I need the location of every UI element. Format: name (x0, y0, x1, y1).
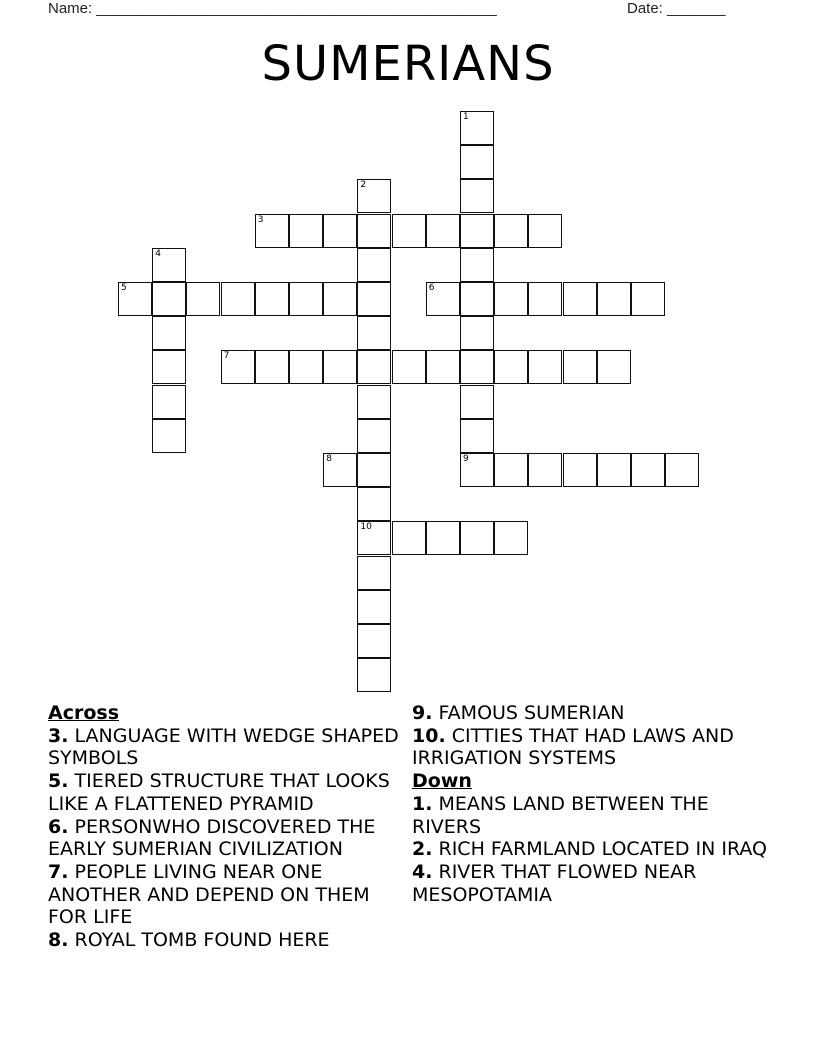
clue-number: 2. (412, 838, 433, 861)
clue-down-1 (412, 793, 772, 838)
grid-cell[interactable] (289, 282, 323, 316)
grid-cell[interactable] (323, 282, 357, 316)
grid-cell[interactable] (460, 419, 494, 453)
grid-cell[interactable] (357, 385, 391, 419)
across-heading: Across (48, 702, 120, 724)
grid-cell[interactable] (563, 350, 597, 384)
clue-across-10 (412, 725, 772, 770)
clue-text: LANGUAGE WITH WEDGE SHAPED SYMBOLS (48, 724, 399, 770)
clue-number: 7. (48, 860, 69, 883)
grid-cell[interactable] (357, 179, 391, 213)
grid-cell[interactable] (152, 248, 186, 282)
grid-cell[interactable] (597, 350, 631, 384)
grid-cell[interactable] (460, 316, 494, 350)
clue-number: 10. (412, 724, 446, 747)
cell-number: 7 (223, 351, 230, 362)
clue-text: ROYAL TOMB FOUND HERE (68, 929, 330, 952)
clue-text: CITTIES THAT HAD LAWS AND IRRIGATION SYSTEMS (412, 724, 734, 770)
grid-cell[interactable] (357, 316, 391, 350)
clue-number: 4. (412, 860, 433, 883)
grid-cell[interactable] (426, 350, 460, 384)
grid-cell[interactable] (357, 282, 391, 316)
clue-text: PERSONWHO DISCOVERED THE EARLY SUMERIAN CIVILIZATION (48, 815, 376, 861)
clues-left-column (48, 702, 408, 952)
grid-cell[interactable] (460, 145, 494, 179)
clue-text: TIERED STRUCTURE THAT LOOKS LIKE A FLATTENED PYRAMID (48, 770, 390, 815)
grid-cell[interactable] (460, 282, 494, 316)
clue-across-3 (48, 725, 408, 770)
cell-number: 8 (326, 454, 332, 464)
grid-cell[interactable] (357, 521, 391, 555)
grid-cell[interactable] (494, 282, 528, 316)
grid-cell[interactable] (460, 111, 494, 145)
grid-cell[interactable] (255, 214, 289, 248)
cell-number: 10 (360, 522, 372, 533)
grid-cell[interactable] (665, 453, 699, 487)
grid-cell[interactable] (289, 350, 323, 384)
grid-cell[interactable] (323, 350, 357, 384)
grid-cell[interactable] (357, 419, 391, 453)
grid-cell[interactable] (392, 214, 426, 248)
clue-text: RICH FARMLAND LOCATED IN IRAQ (432, 838, 768, 861)
grid-cell[interactable] (631, 282, 665, 316)
cell-number: 3 (257, 214, 264, 225)
grid-cell[interactable] (392, 521, 426, 555)
grid-cell[interactable] (460, 179, 494, 213)
grid-cell[interactable] (563, 453, 597, 487)
grid-cell[interactable] (221, 282, 255, 316)
cell-number: 4 (155, 248, 161, 259)
grid-cell[interactable] (357, 453, 391, 487)
grid-cell[interactable] (528, 214, 562, 248)
grid-cell[interactable] (357, 556, 391, 590)
grid-cell[interactable] (460, 385, 494, 419)
grid-cell[interactable] (152, 350, 186, 384)
grid-cell[interactable] (494, 214, 528, 248)
grid-cell[interactable] (118, 282, 152, 316)
clue-number: 5. (48, 770, 69, 793)
cell-number: 9 (463, 454, 469, 464)
grid-cell[interactable] (460, 453, 494, 487)
grid-cell[interactable] (221, 350, 255, 384)
grid-cell[interactable] (357, 214, 391, 248)
clue-across-7 (48, 861, 408, 929)
grid-cell[interactable] (460, 521, 494, 555)
grid-cell[interactable] (392, 350, 426, 384)
grid-cell[interactable] (357, 590, 391, 624)
grid-cell[interactable] (357, 350, 391, 384)
grid-cell[interactable] (631, 453, 665, 487)
grid-cell[interactable] (255, 282, 289, 316)
grid-cell[interactable] (426, 282, 460, 316)
clue-across-6 (48, 816, 408, 861)
clue-text: MEANS LAND BETWEEN THE RIVERS (412, 792, 709, 838)
grid-cell[interactable] (528, 453, 562, 487)
clue-number: 3. (48, 724, 69, 747)
grid-cell[interactable] (494, 453, 528, 487)
cell-number: 6 (428, 283, 435, 293)
grid-cell[interactable] (357, 658, 391, 692)
grid-cell[interactable] (323, 214, 357, 248)
grid-cell[interactable] (426, 214, 460, 248)
clue-text: PEOPLE LIVING NEAR ONE ANOTHER AND DEPEND ON THEM FOR LIFE (48, 860, 370, 929)
clue-number: 9. (412, 702, 433, 724)
grid-cell[interactable] (494, 521, 528, 555)
grid-cell[interactable] (494, 350, 528, 384)
grid-cell[interactable] (528, 282, 562, 316)
clue-across-8 (48, 929, 408, 952)
grid-cell[interactable] (528, 350, 562, 384)
grid-cell[interactable] (357, 248, 391, 282)
cell-number: 5 (121, 283, 127, 293)
clue-number: 1. (412, 792, 433, 815)
date-field-label: Date: _______ (627, 0, 726, 17)
clue-text: FAMOUS SUMERIAN (432, 702, 625, 724)
grid-cell[interactable] (426, 521, 460, 555)
grid-cell[interactable] (357, 624, 391, 658)
grid-cell[interactable] (597, 453, 631, 487)
grid-cell[interactable] (255, 350, 289, 384)
clue-down-2 (412, 838, 772, 861)
grid-cell[interactable] (460, 214, 494, 248)
grid-cell[interactable] (152, 419, 186, 453)
grid-cell[interactable] (152, 316, 186, 350)
clue-number: 6. (48, 815, 69, 838)
grid-cell[interactable] (357, 487, 391, 521)
grid-cell[interactable] (289, 214, 323, 248)
page-title: SUMERIANS (261, 36, 555, 92)
grid-cell[interactable] (460, 350, 494, 384)
clue-number: 8. (48, 929, 69, 952)
grid-cell[interactable] (323, 453, 357, 487)
grid-cell[interactable] (460, 248, 494, 282)
clue-across-5 (48, 770, 408, 815)
clue-text: RIVER THAT FLOWED NEAR MESOPOTAMIA (412, 860, 697, 906)
grid-cell[interactable] (152, 282, 186, 316)
grid-cell[interactable] (563, 282, 597, 316)
clues-right-column (412, 702, 772, 906)
cell-number: 1 (463, 112, 469, 122)
grid-cell[interactable] (186, 282, 220, 316)
grid-cell[interactable] (597, 282, 631, 316)
down-heading: Down (412, 770, 472, 793)
name-field-label: Name: ________________________________________________ (48, 0, 497, 17)
grid-cell[interactable] (152, 385, 186, 419)
cell-number: 2 (360, 180, 367, 191)
clue-across-9 (412, 702, 772, 725)
clue-down-4 (412, 861, 772, 906)
